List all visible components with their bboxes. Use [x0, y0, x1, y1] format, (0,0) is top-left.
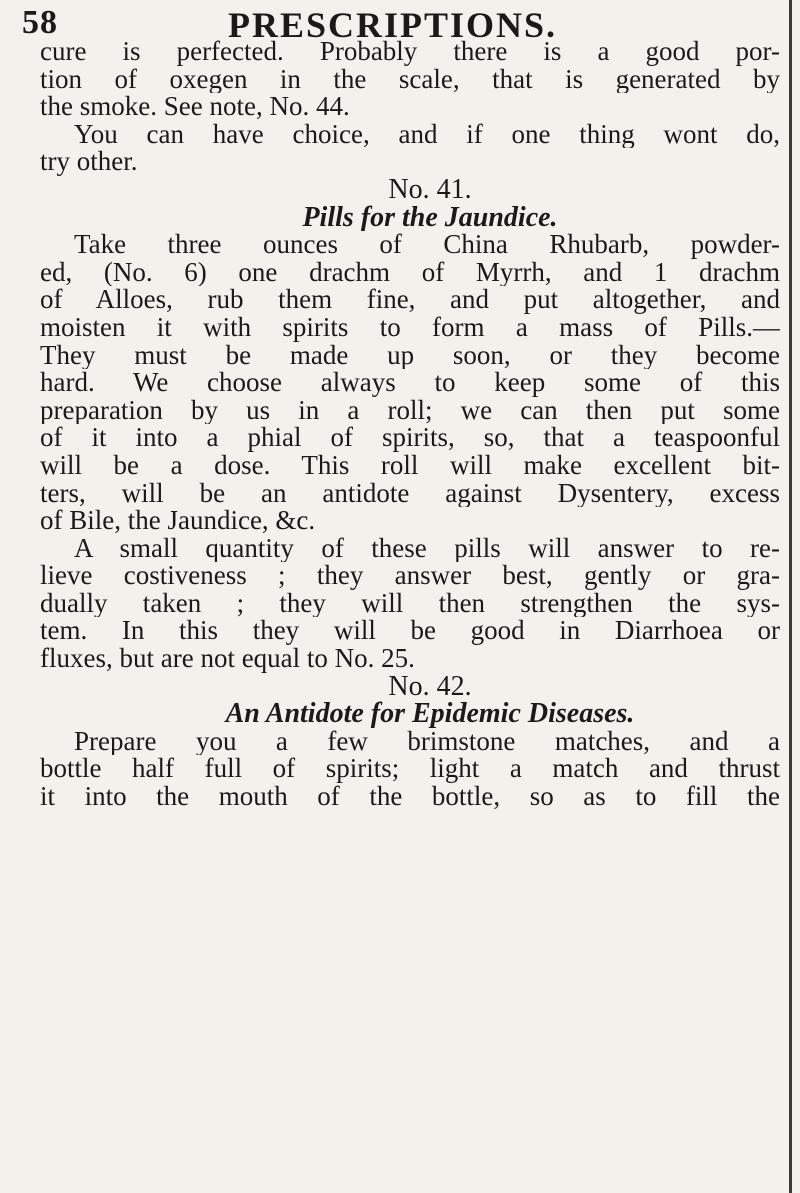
text-line: lieve costiveness ; they answer best, gently or gra- [40, 562, 780, 590]
text-line: hard. We choose always to keep some of this [40, 369, 780, 397]
text-line: bottle half full of spirits; light a match and thrust [40, 755, 780, 784]
text-line: of Bile, the Jaundice, &c. [40, 507, 316, 535]
text-line: Take three ounces of China Rhubarb, powder- [74, 231, 780, 259]
text-line: cure is perfected. Probably there is a good por- [40, 38, 780, 66]
text-line: will be a dose. This roll will make excellent bit- [40, 451, 780, 480]
page-header [0, 0, 780, 45]
text-line: of it into a phial of spirits, so, that a teaspoonful [40, 424, 780, 452]
page-number: 58 [22, 4, 58, 41]
text-line: ed, (No. 6) one drachm of Myrrh, and 1 drachm [40, 258, 780, 287]
running-head: PRESCRIPTIONS. [228, 5, 558, 45]
page-edge-rule [789, 0, 792, 1193]
text-line: dually taken ; they will then strengthen the sys- [40, 589, 780, 618]
text-block [40, 38, 780, 811]
text-line: of Alloes, rub them fine, and put altogether, and [40, 286, 780, 314]
text-line: They must be made up soon, or they become [40, 341, 780, 370]
text-line: tem. In this they will be good in Diarrhoea or [40, 617, 780, 646]
text-line: tion of oxegen in the scale, that is generated by [40, 65, 780, 94]
text-line: the smoke. See note, No. 44. [40, 93, 350, 121]
section-title: An Antidote for Epidemic Diseases. [225, 700, 635, 728]
text-line: fluxes, but are not equal to No. 25. [40, 645, 415, 673]
text-line: You can have choice, and if one thing wont do, [74, 120, 780, 149]
text-line: ters, will be an antidote against Dysentery, excess [40, 479, 780, 508]
section-number: No. 41. [388, 175, 472, 204]
text-line: try other. [40, 148, 138, 176]
text-line: it into the mouth of the bottle, so as to fill the [40, 783, 780, 811]
section-number: No. 42. [388, 672, 472, 701]
text-line: moisten it with spirits to form a mass of Pills.— [40, 313, 780, 342]
section-title: Pills for the Jaundice. [302, 203, 558, 232]
text-line: Prepare you a few brimstone matches, and a [74, 727, 780, 756]
text-line: preparation by us in a roll; we can then put some [40, 396, 780, 425]
text-line: A small quantity of these pills will answer to re- [74, 534, 780, 563]
